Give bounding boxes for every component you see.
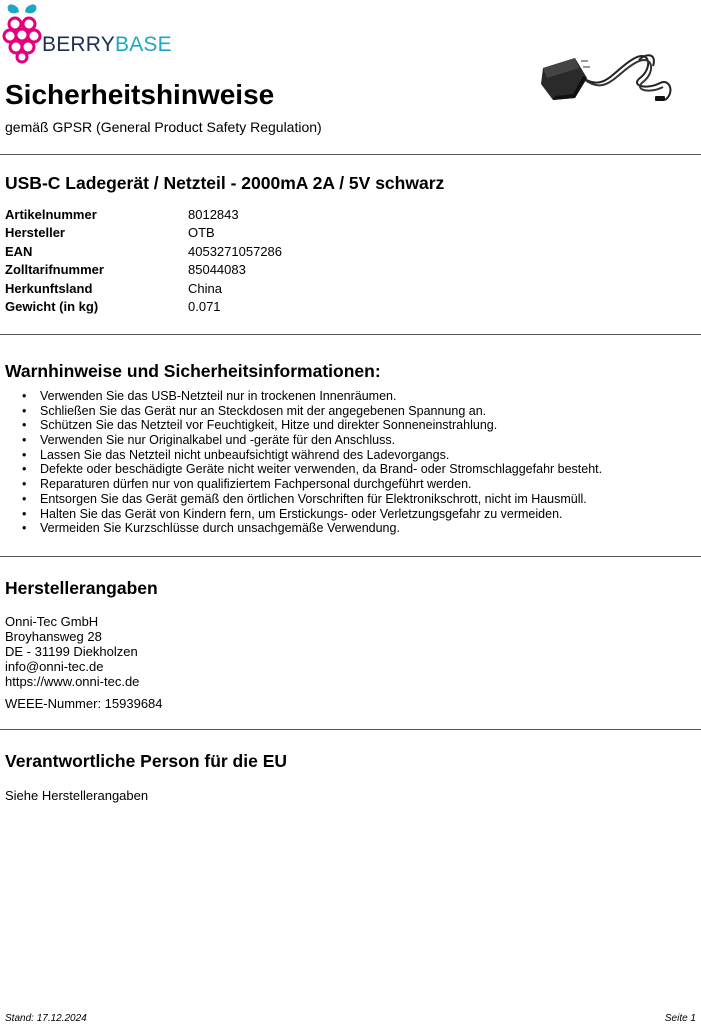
berrybase-logo [2,2,182,64]
bullet-icon: • [22,506,27,521]
attribute-row [5,279,282,298]
manufacturer-street: Broyhansweg 28 [5,629,102,644]
product-attributes-table [5,205,282,316]
usb-charger-image [535,38,680,110]
attribute-value: 4053271057286 [188,243,282,259]
warning-item [22,389,602,404]
manufacturer-address [5,614,139,689]
bullet-icon: • [22,521,27,536]
attribute-label: Zolltarifnummer [5,262,104,278]
logo-wordmark: BERRYBASE [42,33,172,56]
warning-item [22,507,602,522]
warning-text: Vermeiden Sie Kurzschlüsse durch unsachgemäße Verwendung. [40,521,400,536]
attribute-label: Gewicht (in kg) [5,299,99,315]
bullet-icon: • [22,433,27,448]
divider [0,556,701,557]
warning-item [22,404,602,419]
warning-text: Verwenden Sie das USB-Netzteil nur in trockenen Innenräumen. [40,389,397,403]
bullet-icon: • [22,389,27,403]
manufacturer-website[interactable]: https://www.onni-tec.de [5,674,140,689]
warning-item [22,492,602,507]
attribute-row [5,261,282,280]
warning-item [22,477,602,492]
manufacturer-city: DE - 31199 Diekholzen [5,644,138,659]
warnings-list [22,389,602,536]
attribute-value: OTB [188,225,215,241]
warning-text: Halten Sie das Gerät von Kindern fern, um Erstickungs- oder Verletzungsgefahr zu vermeiden. [40,506,563,521]
page-subtitle: gemäß GPSR (General Product Safety Regulation) [5,119,322,135]
raspberry-icon [2,2,42,64]
warning-text: Verwenden Sie nur Originalkabel und -geräte für den Anschluss. [40,433,396,448]
eu-responsible-text: Siehe Herstellerangaben [5,788,149,803]
page-title: Sicherheitshinweise [5,79,275,110]
attribute-row [5,224,282,243]
warning-text: Schließen Sie das Gerät nur an Steckdosen mit der angegebenen Spannung an. [40,403,487,418]
weee-number: WEEE-Nummer: 15939684 [5,696,163,711]
manufacturer-email[interactable]: info@onni-tec.de [5,659,104,674]
attribute-value: 85044083 [188,262,246,278]
attribute-value: China [188,280,222,296]
attribute-row [5,242,282,261]
attribute-label: Artikelnummer [5,206,97,222]
attribute-label: Hersteller [5,225,65,241]
attribute-row [5,298,282,317]
warning-item [22,433,602,448]
product-name: USB-C Ladegerät / Netzteil - 2000mA 2A / 5V schwarz [5,173,445,193]
bullet-icon: • [22,447,27,462]
divider [0,154,701,155]
bullet-icon: • [22,418,27,433]
attribute-label: EAN [5,243,33,259]
warning-item [22,448,602,463]
warning-item [22,462,602,477]
warning-text: Schützen Sie das Netzteil vor Feuchtigkeit, Hitze und direkter Sonneneinstrahlung. [40,418,498,433]
divider [0,729,701,730]
warning-item [22,521,602,536]
footer-date: Stand: 17.12.2024 [5,1013,87,1024]
attribute-row [5,205,282,224]
divider [0,334,701,335]
attribute-label: Herkunftsland [5,280,93,296]
attribute-value: 8012843 [188,206,239,222]
bullet-icon: • [22,491,27,506]
manufacturer-company: Onni-Tec GmbH [5,614,99,629]
bullet-icon: • [22,403,27,418]
warning-text: Reparaturen dürfen nur von qualifiziertem Fachpersonal durchgeführt werden. [40,477,472,492]
warning-item [22,418,602,433]
warnings-heading: Warnhinweise und Sicherheitsinformationen: [5,361,381,381]
bullet-icon: • [22,462,27,477]
warning-text: Defekte oder beschädigte Geräte nicht weiter verwenden, da Brand- oder Stromschlaggefahr besteht. [40,462,603,477]
warning-text: Entsorgen Sie das Gerät gemäß den örtlichen Vorschriften für Elektronikschrott, nicht im Hausmüll. [40,491,587,506]
warning-text: Lassen Sie das Netzteil nicht unbeaufsichtigt während des Ladevorgangs. [40,447,450,462]
bullet-icon: • [22,477,27,492]
eu-responsible-heading: Verantwortliche Person für die EU [5,751,288,771]
manufacturer-heading: Herstellerangaben [5,578,158,598]
footer-page-number: Seite 1 [664,1013,696,1024]
attribute-value: 0.071 [188,299,221,315]
